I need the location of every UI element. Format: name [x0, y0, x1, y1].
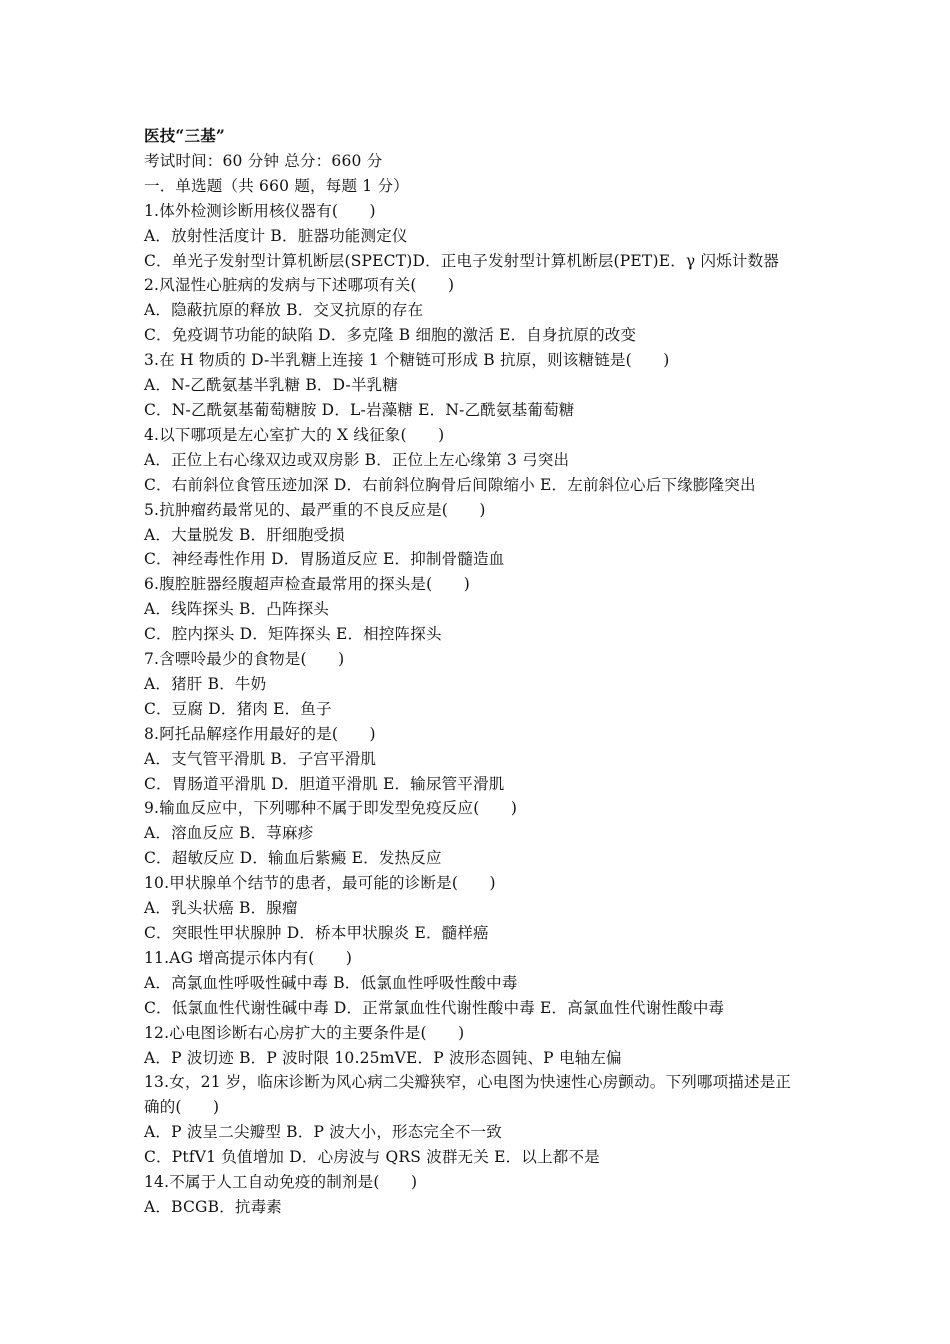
question-4-options-ab: A．正位上右心缘双边或双房影 B．正位上左心缘第 3 弓突出	[144, 450, 570, 469]
question-11-options-cde: C．低氯血性代谢性碱中毒 D．正常氯血性代谢性酸中毒 E．高氯血性代谢性酸中毒	[144, 998, 725, 1017]
question-9-options-cde: C．超敏反应 D．输血后紫癜 E．发热反应	[144, 849, 442, 868]
question-10: 10.甲状腺单个结节的患者，最可能的诊断是( )	[144, 874, 496, 893]
question-14-options-ab: A．BCGB．抗毒素	[144, 1197, 283, 1216]
question-4-options-cde: C．右前斜位食管压迹加深 D．右前斜位胸骨后间隙缩小 E．左前斜位心后下缘膨隆突出	[144, 475, 756, 494]
question-6-options-cde: C．腔内探头 D．矩阵探头 E．相控阵探头	[144, 625, 442, 644]
question-13-line-1: 13.女，21 岁，临床诊断为风心病二尖瓣狭窄，心电图为快速性心房颤动。下列哪项描述是正	[144, 1073, 792, 1092]
question-3-options-cde: C．N-乙酰氨基葡萄糖胺 D．L-岩藻糖 E．N-乙酰氨基葡萄糖	[144, 400, 575, 419]
question-1-options-cde: C．单光子发射型计算机断层(SPECT)D．正电子发射型计算机断层(PET)E．γ 闪烁计数器	[144, 251, 780, 270]
question-2: 2.风湿性心脏病的发病与下述哪项有关( )	[144, 276, 455, 295]
document-page	[144, 124, 814, 1220]
question-11: 11.AG 增高提示体内有( )	[144, 948, 353, 967]
question-3-options-ab: A．N-乙酰氨基半乳糖 B．D-半乳糖	[144, 376, 399, 395]
question-6: 6.腹腔脏器经腹超声检查最常用的探头是( )	[144, 575, 470, 594]
question-7-options-cde: C．豆腐 D．猪肉 E．鱼子	[144, 699, 332, 718]
question-9: 9.输血反应中，下列哪种不属于即发型免疫反应( )	[144, 799, 518, 818]
question-13-options-cde: C．PtfV1 负值增加 D．心房波与 QRS 波群无关 E．以上都不是	[144, 1148, 600, 1167]
question-1-options-ab: A．放射性活度计 B．脏器功能测定仪	[144, 226, 408, 245]
question-6-options-ab: A．线阵探头 B．凸阵探头	[144, 600, 330, 619]
document-title: 医技“三基”	[144, 126, 226, 145]
question-13-line-2: 确的( )	[144, 1098, 220, 1117]
question-5-options-cde: C．神经毒性作用 D．胃肠道反应 E．抑制骨髓造血	[144, 550, 505, 569]
exam-info: 考试时间：60 分钟 总分：660 分	[144, 151, 383, 170]
section-heading: 一．单选题（共 660 题，每题 1 分）	[144, 176, 409, 195]
question-10-options-ab: A．乳头状癌 B．腺瘤	[144, 899, 298, 918]
question-2-options-ab: A．隐蔽抗原的释放 B．交叉抗原的存在	[144, 301, 424, 320]
question-2-options-cde: C．免疫调节功能的缺陷 D．多克隆 B 细胞的激活 E．自身抗原的改变	[144, 326, 637, 345]
question-7-options-ab: A．猪肝 B．牛奶	[144, 674, 267, 693]
question-9-options-ab: A．溶血反应 B．荨麻疹	[144, 824, 314, 843]
question-11-options-ab: A．高氯血性呼吸性碱中毒 B．低氯血性呼吸性酸中毒	[144, 973, 518, 992]
question-7: 7.含嘌呤最少的食物是( )	[144, 650, 345, 669]
question-14: 14.不属于人工自动免疫的制剂是( )	[144, 1173, 418, 1192]
question-4: 4.以下哪项是左心室扩大的 X 线征象( )	[144, 425, 445, 444]
question-10-options-cde: C．突眼性甲状腺肿 D．桥本甲状腺炎 E．髓样癌	[144, 924, 489, 942]
question-5-options-ab: A．大量脱发 B．肝细胞受损	[144, 525, 345, 544]
question-8-options-cde: C．胃肠道平滑肌 D．胆道平滑肌 E．输尿管平滑肌	[144, 774, 505, 793]
question-3: 3.在 H 物质的 D-半乳糖上连接 1 个糖链可形成 B 抗原，则该糖链是( )	[144, 351, 670, 370]
question-8-options-ab: A．支气管平滑肌 B．子宫平滑肌	[144, 749, 377, 768]
question-1: 1.体外检测诊断用核仪器有( )	[144, 201, 376, 220]
question-12-options: A．P 波切迹 B．P 波时限 10.25mVE．P 波形态圆钝、P 电轴左偏	[144, 1048, 622, 1067]
question-13-options-ab: A．P 波呈二尖瓣型 B．P 波大小，形态完全不一致	[144, 1123, 502, 1142]
question-5: 5.抗肿瘤药最常见的、最严重的不良反应是( )	[144, 500, 486, 519]
question-12: 12.心电图诊断右心房扩大的主要条件是( )	[144, 1023, 465, 1042]
question-8: 8.阿托品解痉作用最好的是( )	[144, 724, 376, 743]
